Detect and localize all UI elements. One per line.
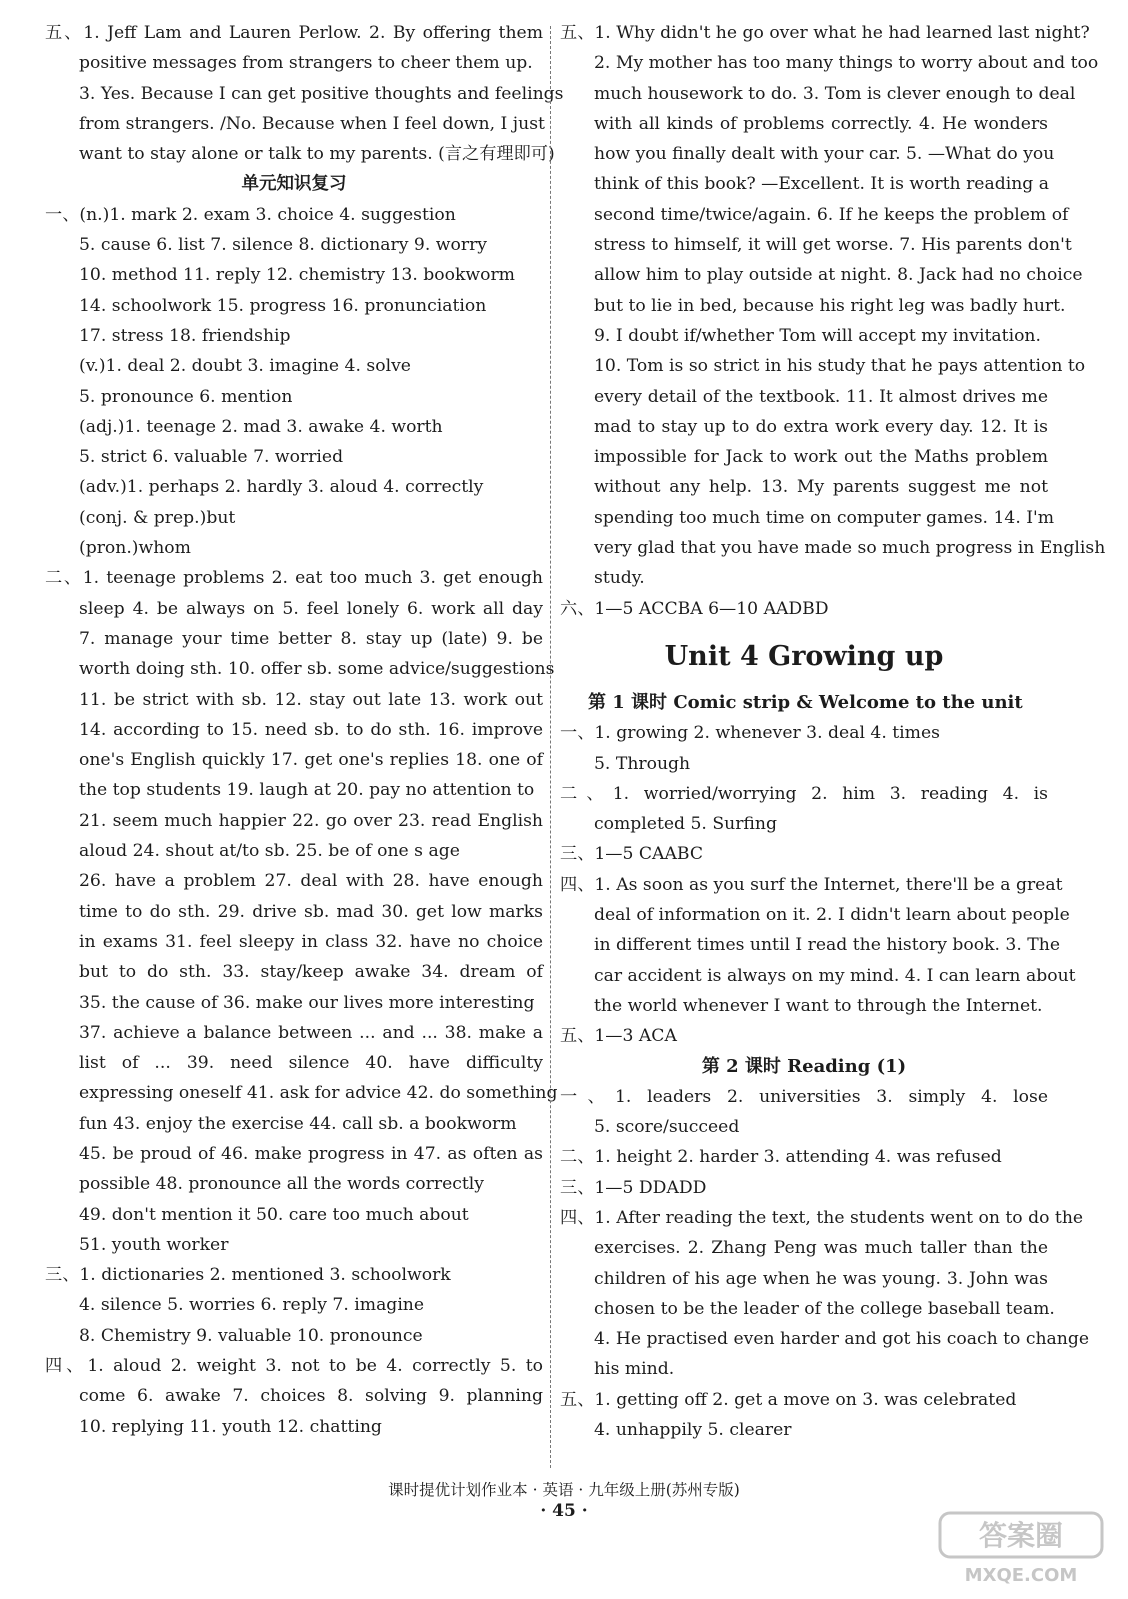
answer-line: very glad that you have made so much progress in English (594, 538, 1106, 559)
answer-line: list of ... 39. need silence 40. have difficulty (79, 1053, 543, 1074)
answer-line: in different times until I read the history book. 3. The (594, 935, 1061, 956)
answer-line: 五、1—3 ACA (560, 1026, 677, 1047)
book-footer: 课时提优计划作业本 · 英语 · 九年级上册(苏州专版) (388, 1481, 740, 1499)
answer-line: 一、(n.)1. mark 2. exam 3. choice 4. suggestion (45, 204, 456, 225)
answer-line: 一、1. growing 2. whenever 3. deal 4. times (560, 723, 940, 744)
answer-line: (pron.)whom (79, 538, 191, 559)
answer-line: spending too much time on computer games. 14. I'm (594, 507, 1055, 528)
answer-line: (v.)1. deal 2. doubt 3. imagine 4. solve (79, 356, 411, 377)
answer-line: 7. manage your time better 8. stay up (late) 9. be (79, 628, 543, 649)
answer-line: 17. stress 18. friendship (79, 325, 291, 346)
answer-line: aloud 24. shout at/to sb. 25. be of one s age (79, 841, 460, 862)
answer-line: 四、1. aloud 2. weight 3. not to be 4. correctly 5. to (45, 1356, 543, 1377)
answer-line: sleep 4. be always on 5. feel lonely 6. work all day (79, 598, 543, 619)
answer-line: from strangers. /No. Because when I feel down, I just (79, 113, 545, 134)
answer-line: 8. Chemistry 9. valuable 10. pronounce (79, 1325, 423, 1346)
answer-line: the world whenever I want to through the Internet. (594, 995, 1043, 1016)
page-number: · 45 · (540, 1501, 588, 1521)
answer-line: completed 5. Surfing (594, 814, 777, 835)
answer-line: but to lie in bed, because his right leg was badly hurt. (594, 295, 1066, 316)
answer-line: 四、1. As soon as you surf the Internet, there'll be a great (560, 874, 1063, 895)
answer-line: want to stay alone or talk to my parents. (言之有理即可) (79, 144, 555, 165)
answer-line: 11. be strict with sb. 12. stay out late 13. work out (79, 689, 543, 710)
answer-line: stress to himself, it will get worse. 7. His parents don't (594, 235, 1072, 256)
unit-title: Unit 4 Growing up (664, 640, 944, 672)
answer-line: 5. strict 6. valuable 7. worried (79, 447, 344, 468)
answer-line: 三、1. dictionaries 2. mentioned 3. schoolwork (45, 1265, 451, 1286)
answer-line: positive messages from strangers to cheer them up. (79, 53, 533, 74)
answer-line: fun 43. enjoy the exercise 44. call sb. a bookworm (79, 1113, 517, 1134)
answer-line: 5. cause 6. list 7. silence 8. dictionary 9. worry (79, 235, 487, 256)
right-column (560, 18, 1106, 1445)
answer-line: 21. seem much happier 22. go over 23. read English (79, 810, 543, 831)
answer-line: one's English quickly 17. get one's replies 18. one of (79, 750, 543, 771)
answer-line: 四、1. After reading the text, the students went on to do the (560, 1207, 1084, 1228)
answer-line: 10. Tom is so strict in his study that he pays attention to (594, 356, 1086, 377)
lesson2-answers (560, 1082, 1090, 1446)
svg-text:答案圈: 答案圈 (978, 1519, 1064, 1552)
answer-line: with all kinds of problems correctly. 4. He wonders (594, 113, 1048, 134)
answer-line: 4. He practised even harder and got his coach to change (594, 1329, 1090, 1350)
answer-line: 51. youth worker (79, 1234, 229, 1255)
answer-line: 三、1—5 CAABC (560, 844, 703, 865)
answer-line: second time/twice/again. 6. If he keeps the problem of (594, 204, 1069, 225)
answer-line: 2. My mother has too many things to worry about and too (594, 53, 1099, 74)
answer-line: children of his age when he was young. 3. John was (594, 1268, 1048, 1289)
answer-line: (adj.)1. teenage 2. mad 3. awake 4. worth (79, 416, 443, 437)
column-divider (550, 26, 551, 1468)
answer-line: worth doing sth. 10. offer sb. some advice/suggestions (79, 659, 555, 680)
lesson1-answers (560, 718, 1076, 1051)
answer-line: 三、1—5 DDADD (560, 1177, 707, 1198)
answer-line: 五、1. Jeff Lam and Lauren Perlow. 2. By offering them (45, 23, 543, 43)
answer-line: the top students 19. laugh at 20. pay no attention to (79, 780, 535, 801)
answer-line: 10. method 11. reply 12. chemistry 13. bookworm (79, 265, 515, 286)
answer-line: 14. according to 15. need sb. to do sth. 16. improve (79, 719, 543, 740)
answer-line: impossible for Jack to work out the Maths problem (594, 447, 1048, 468)
watermark-logo (936, 1509, 1106, 1589)
answer-line: allow him to play outside at night. 8. Jack had no choice (594, 265, 1083, 286)
left-column (45, 18, 564, 1442)
answer-line: 一、1. leaders 2. universities 3. simply 4. lose (560, 1086, 1048, 1107)
answer-line: study. (594, 568, 645, 589)
answer-line: but to do sth. 33. stay/keep awake 34. dream of (79, 962, 543, 983)
answer-line: time to do sth. 29. drive sb. mad 30. get low marks (79, 901, 543, 922)
answer-line: 49. don't mention it 50. care too much about (79, 1204, 469, 1225)
answer-line: 4. silence 5. worries 6. reply 7. imagine (79, 1295, 425, 1316)
answer-line: how you finally dealt with your car. 5. —What do you (594, 144, 1055, 165)
answer-line: 14. schoolwork 15. progress 16. pronunciation (79, 295, 487, 316)
answer-line: exercises. 2. Zhang Peng was much taller than the (594, 1238, 1048, 1259)
answer-line: 六、1—5 ACCBA 6—10 AADBD (560, 598, 829, 619)
answer-line: chosen to be the leader of the college baseball team. (594, 1298, 1055, 1319)
answer-line: 26. have a problem 27. deal with 28. have enough (79, 871, 543, 892)
answer-line: (adv.)1. perhaps 2. hardly 3. aloud 4. correctly (79, 477, 484, 498)
answer-line: 37. achieve a balance between ... and ... 38. make a (79, 1022, 543, 1043)
unit3-exercises-continued (560, 18, 1106, 624)
answer-line: 5. score/succeed (594, 1117, 740, 1138)
lesson1-title: 第 1 课时 Comic strip & Welcome to the unit (588, 691, 1023, 713)
answer-line: possible 48. pronounce all the words correctly (79, 1174, 484, 1195)
answer-line: car accident is always on my mind. 4. I can learn about (594, 965, 1076, 986)
answer-line: 单元知识复习 (241, 174, 347, 195)
answer-line: 5. pronounce 6. mention (79, 386, 293, 407)
answer-line: 二、1. worried/worrying 2. him 3. reading 4. is (560, 783, 1048, 804)
answer-line: 35. the cause of 36. make our lives more interesting (79, 992, 535, 1013)
answer-line: every detail of the textbook. 11. It almost drives me (594, 386, 1048, 407)
answer-line: 4. unhappily 5. clearer (594, 1420, 792, 1441)
answer-line: 3. Yes. Because I can get positive thoughts and feelings (79, 83, 564, 104)
answer-line: 五、1. Why didn't he go over what he had learned last night? (560, 23, 1090, 43)
answer-line: come 6. awake 7. choices 8. solving 9. planning (79, 1386, 543, 1407)
answer-line: without any help. 13. My parents suggest me not (594, 477, 1048, 498)
answer-line: 5. Through (594, 753, 691, 774)
answer-line: think of this book? —Excellent. It is worth reading a (594, 174, 1050, 195)
answer-line: 9. I doubt if/whether Tom will accept my invitation. (594, 325, 1041, 346)
answer-line: 二、1. teenage problems 2. eat too much 3. get enough (45, 568, 543, 589)
answer-line: 45. be proud of 46. make progress in 47. as often as (79, 1143, 543, 1164)
answer-line: much housework to do. 3. Tom is clever enough to deal (594, 83, 1076, 104)
answer-line: expressing oneself 41. ask for advice 42. do something (79, 1083, 558, 1104)
lesson2-title: 第 2 课时 Reading (1) (701, 1055, 907, 1077)
answer-line: mad to stay up to do extra work every day. 12. It is (594, 416, 1048, 437)
answer-line: 五、1. getting off 2. get a move on 3. was celebrated (560, 1389, 1017, 1410)
answer-line: (conj. & prep.)but (79, 507, 236, 528)
svg-text:MXQE.COM: MXQE.COM (964, 1565, 1078, 1586)
answer-line: 二、1. height 2. harder 3. attending 4. was refused (560, 1147, 1002, 1168)
answer-line: 10. replying 11. youth 12. chatting (79, 1416, 382, 1437)
answer-line: his mind. (594, 1359, 675, 1380)
answer-line: in exams 31. feel sleepy in class 32. have no choice (79, 931, 543, 952)
answer-line: deal of information on it. 2. I didn't learn about people (594, 905, 1070, 926)
